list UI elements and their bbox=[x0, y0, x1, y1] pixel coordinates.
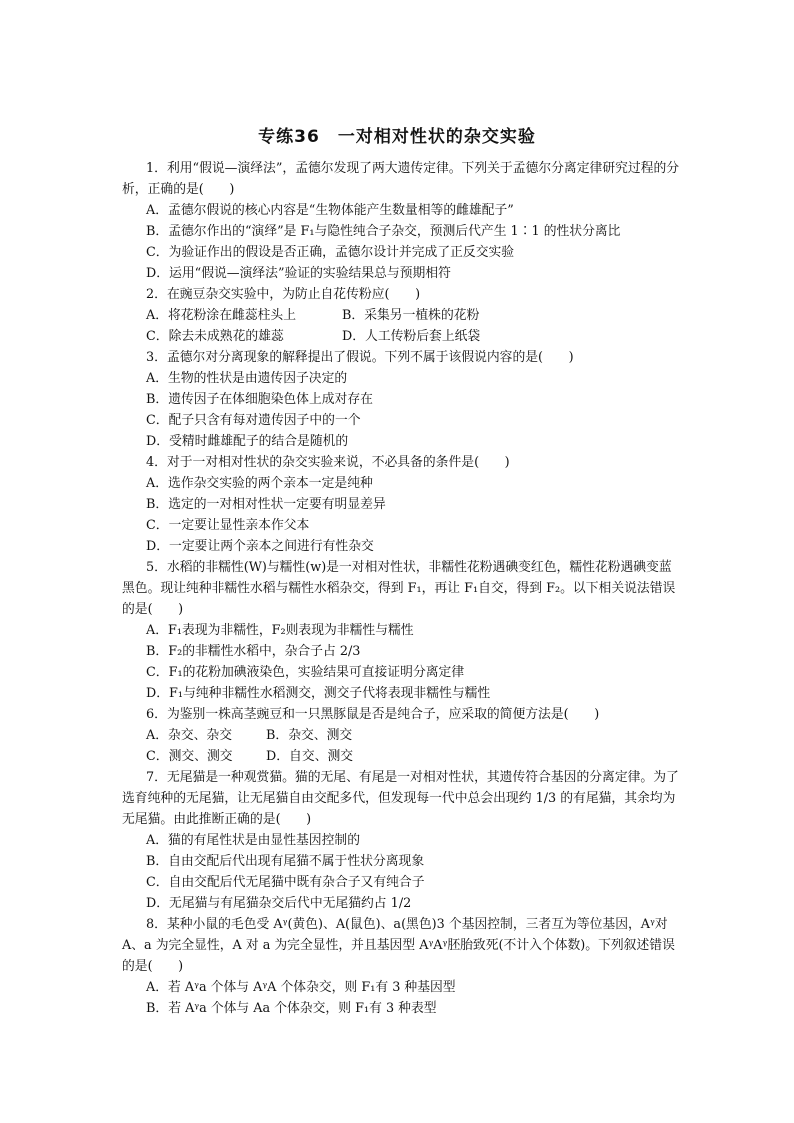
question-1 bbox=[122, 158, 682, 284]
option-b: B．F₂的非糯性水稻中，杂合子占 2/3 bbox=[146, 644, 361, 659]
question-stem: 1．利用“假说—演绎法”，孟德尔发现了两大遗传定律。下列关于孟德尔分离定律研究过程的分析，正确的是( ) bbox=[122, 161, 680, 197]
option-a: A．生物的性状是由遗传因子决定的 bbox=[146, 371, 348, 386]
option-b: B．若 Aᵞa 个体与 Aa 个体杂交，则 F₁有 3 种表型 bbox=[146, 1001, 437, 1016]
option-b: B．杂交、测交 bbox=[266, 728, 353, 743]
option-row bbox=[122, 305, 682, 326]
question-stem: 6．为鉴别一株高茎豌豆和一只黑豚鼠是否是纯合子，应采取的简便方法是( ) bbox=[146, 707, 600, 722]
option-c: C．测交、测交 bbox=[146, 749, 233, 764]
option-a: A．将花粉涂在雌蕊柱头上 bbox=[146, 308, 297, 323]
option-a: A．孟德尔假说的核心内容是“生物体能产生数量相等的雌雄配子” bbox=[146, 203, 514, 218]
option-c: C．一定要让显性亲本作父本 bbox=[146, 518, 310, 533]
option-a: A．选作杂交实验的两个亲本一定是纯种 bbox=[146, 476, 373, 491]
option-b: B．采集另一植株的花粉 bbox=[342, 308, 480, 323]
option-c: C．F₁的花粉加碘液染色，实验结果可直接证明分离定律 bbox=[146, 665, 465, 680]
option-a: A．杂交、杂交 bbox=[146, 728, 233, 743]
option-c: C．自由交配后代无尾猫中既有杂合子又有纯合子 bbox=[146, 875, 425, 890]
option-row bbox=[122, 746, 682, 767]
option-d: D．无尾猫与有尾猫杂交后代中无尾猫约占 1/2 bbox=[146, 896, 412, 911]
option-c: C．配子只含有每对遗传因子中的一个 bbox=[146, 413, 361, 428]
option-c: C．为验证作出的假设是否正确，孟德尔设计并完成了正反交实验 bbox=[146, 245, 515, 260]
option-d: D．自交、测交 bbox=[266, 749, 354, 764]
question-stem: 4．对于一对相对性状的杂交实验来说，不必具备的条件是( ) bbox=[146, 455, 510, 470]
option-a: A．猫的有尾性状是由显性基因控制的 bbox=[146, 833, 360, 848]
option-d: D．F₁与纯种非糯性水稻测交，测交子代将表现非糯性与糯性 bbox=[146, 686, 491, 701]
question-stem: 7．无尾猫是一种观赏猫。猫的无尾、有尾是一对相对性状，其遗传符合基因的分离定律。为了选育纯种的无尾猫，让无尾猫自由交配多代，但发现每一代中总会出现约 1/3 的有尾猫，其余均为无尾猫。由此推断正确的是( ) bbox=[122, 770, 679, 827]
option-d: D．人工传粉后套上纸袋 bbox=[342, 329, 481, 344]
question-2 bbox=[122, 284, 682, 347]
question-list bbox=[122, 158, 682, 1019]
option-d: D．一定要让两个亲本之间进行有性杂交 bbox=[146, 539, 374, 554]
question-stem: 3．孟德尔对分离现象的解释提出了假说。下列不属于该假说内容的是( ) bbox=[146, 350, 574, 365]
page-title: 专练36 一对相对性状的杂交实验 bbox=[258, 127, 536, 147]
option-a: A．F₁表现为非糯性，F₂则表现为非糯性与糯性 bbox=[146, 623, 414, 638]
option-b: B．孟德尔作出的“演绎”是 F₁与隐性纯合子杂交，预测后代产生 1∶1 的性状分离比 bbox=[146, 224, 621, 239]
option-a: A．若 Aᵞa 个体与 AᵞA 个体杂交，则 F₁有 3 种基因型 bbox=[146, 980, 456, 995]
option-b: B．遗传因子在体细胞染色体上成对存在 bbox=[146, 392, 373, 407]
question-5 bbox=[122, 557, 682, 704]
option-row bbox=[122, 326, 682, 347]
question-7 bbox=[122, 767, 682, 914]
question-6 bbox=[122, 704, 682, 767]
option-b: B．自由交配后代出现有尾猫不属于性状分离现象 bbox=[146, 854, 425, 869]
option-row bbox=[122, 725, 682, 746]
question-stem: 2．在豌豆杂交实验中，为防止自花传粉应( ) bbox=[146, 287, 421, 302]
question-3 bbox=[122, 347, 682, 452]
option-c: C．除去未成熟花的雄蕊 bbox=[146, 329, 284, 344]
question-8 bbox=[122, 914, 682, 1019]
question-stem: 8．某种小鼠的毛色受 Aᵞ(黄色)、A(鼠色)、a(黑色)3 个基因控制，三者互为等位基因，Aᵞ对 A、a 为完全显性，A 对 a 为完全显性，并且基因型 AᵞAᵞ胚胎致死(不计入个体数)。下列叙述错误的是( ) bbox=[122, 917, 675, 974]
question-stem: 5．水稻的非糯性(W)与糯性(w)是一对相对性状，非糯性花粉遇碘变红色，糯性花粉遇碘变蓝黑色。现让纯种非糯性水稻与糯性水稻杂交，得到 F₁，再让 F₁自交，得到 F₂。以下相关说法错误的是( ) bbox=[122, 560, 676, 617]
option-d: D．受精时雌雄配子的结合是随机的 bbox=[146, 434, 349, 449]
question-4 bbox=[122, 452, 682, 557]
option-d: D．运用“假说—演绎法”验证的实验结果总与预期相符 bbox=[146, 266, 451, 281]
option-b: B．选定的一对相对性状一定要有明显差异 bbox=[146, 497, 386, 512]
